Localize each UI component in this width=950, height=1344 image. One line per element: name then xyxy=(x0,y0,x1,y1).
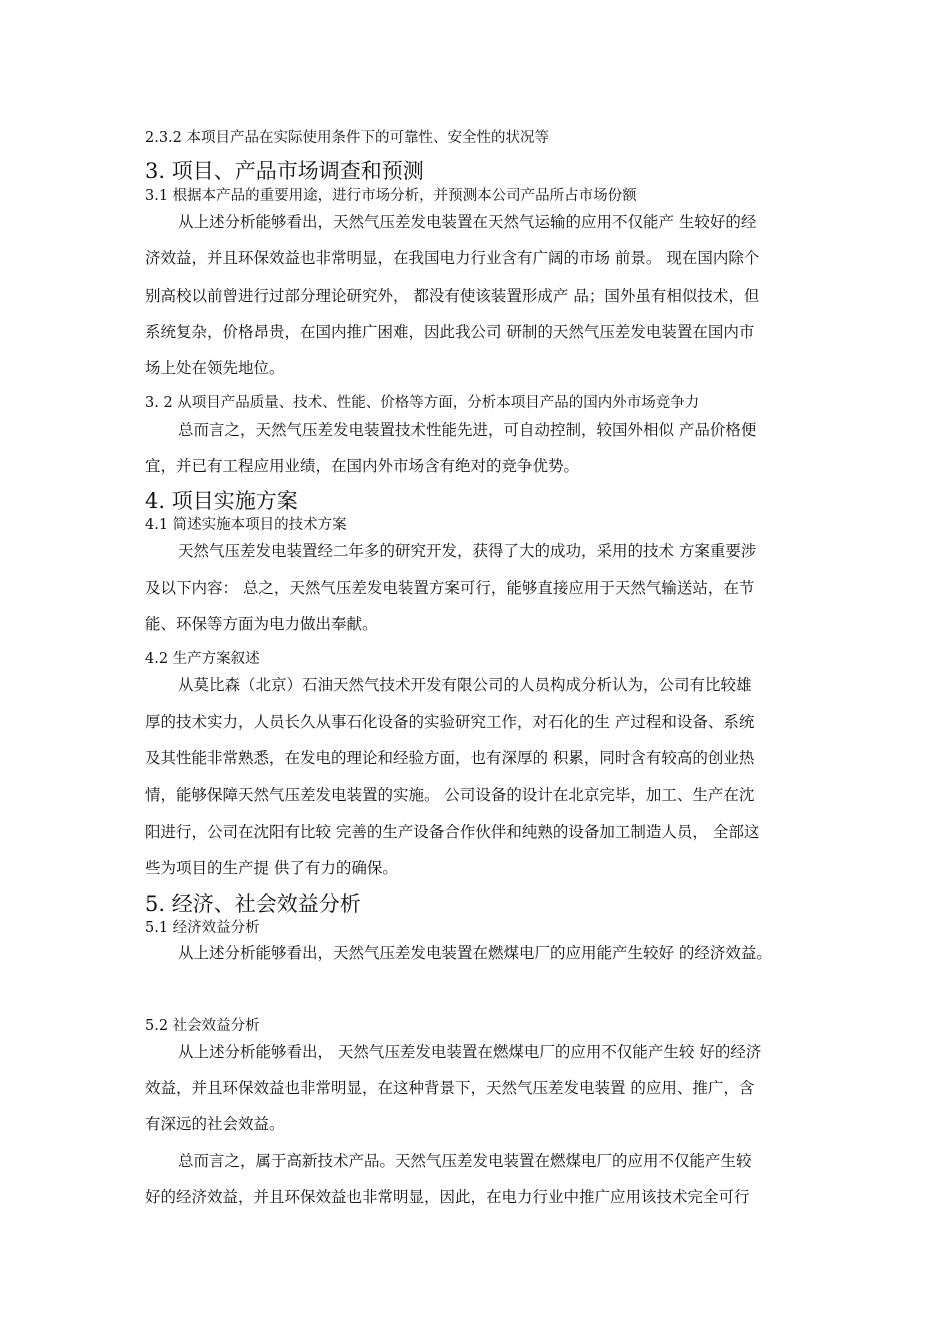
para-3-1-line-5: 场上处在领先地位。 xyxy=(145,359,285,377)
para-3-1-line-3: 别高校以前曾进行过部分理论研究外， 都没有使该装置形成产 品；国外虽有相似技术，但 xyxy=(145,287,760,305)
para-5-2-line-1: 从上述分析能够看出， 天然气压差发电装置在燃煤电厂的应用不仅能产生较 好的经济 xyxy=(178,1043,762,1061)
para-4-1-line-3: 能、环保等方面为电力做出奉献。 xyxy=(145,615,378,633)
para-4-2-line-5: 阳进行，公司在沈阳有比较 完善的生产设备合作伙伴和纯熟的设备加工制造人员， 全部这 xyxy=(145,823,760,841)
subsection-3-2: 3. 2 从项目产品质量、技术、性能、价格等方面，分析本项目产品的国内外市场竞争力 xyxy=(145,395,700,411)
para-4-2-line-1: 从莫比森（北京）石油天然气技术开发有限公司的人员构成分析认为，公司有比较雄 xyxy=(178,676,752,694)
para-5-1-line-1: 从上述分析能够看出，天然气压差发电装置在燃煤电厂的应用能产生较好 的经济效益。 xyxy=(178,944,772,962)
subsection-5-2: 5.2 社会效益分析 xyxy=(145,1018,260,1034)
para-5-2b-line-1: 总而言之，属于高新技术产品。天然气压差发电装置在燃煤电厂的应用不仅能产生较 xyxy=(178,1152,752,1170)
subsection-3-1: 3.1 根据本产品的重要用途，进行市场分析，并预测本公司产品所占市场份额 xyxy=(145,188,637,204)
para-4-1-line-1: 天然气压差发电装置经二年多的研究开发，获得了大的成功，采用的技术 方案重要涉 xyxy=(178,542,757,560)
para-4-1-line-2: 及以下内容： 总之，天然气压差发电装置方案可行，能够直接应用于天然气输送站，在节 xyxy=(145,579,755,597)
para-4-2-line-3: 及其性能非常熟悉，在发电的理论和经验方面，也有深厚的 积累，同时含有较高的创业热 xyxy=(145,749,755,767)
heading-5: 5. 经济、社会效益分析 xyxy=(145,892,361,916)
para-4-2-line-4: 情，能够保障天然气压差发电装置的实施。 公司设备的设计在北京完毕，加工、生产在沈 xyxy=(145,786,755,804)
heading-4: 4. 项目实施方案 xyxy=(145,489,298,513)
subsection-5-1: 5.1 经济效益分析 xyxy=(145,920,260,936)
para-3-1-line-4: 系统复杂，价格昂贵，在国内推广困难，因此我公司 研制的天然气压差发电装置在国内市 xyxy=(145,323,755,341)
para-4-2-line-6: 些为项目的生产提 供了有力的确保。 xyxy=(145,859,398,877)
subsection-4-1: 4.1 简述实施本项目的技术方案 xyxy=(145,517,347,533)
subsection-2-3-2: 2.3.2 本项目产品在实际使用条件下的可靠性、安全性的状况等 xyxy=(145,130,550,146)
subsection-4-2: 4.2 生产方案叙述 xyxy=(145,651,260,667)
para-3-2-line-1: 总而言之，天然气压差发电装置技术性能先进，可自动控制，较国外相似 产品价格便 xyxy=(178,421,757,439)
para-3-2-line-2: 宜，并已有工程应用业绩，在国内外市场含有绝对的竞争优势。 xyxy=(145,457,580,475)
para-3-1-line-2: 济效益，并且环保效益也非常明显，在我国电力行业含有广阔的市场 前景。 现在国内除个 xyxy=(145,249,760,267)
heading-3: 3. 项目、产品市场调查和预测 xyxy=(145,159,424,183)
para-5-2-line-3: 有深远的社会效益。 xyxy=(145,1115,285,1133)
para-5-2b-line-2: 好的经济效益，并且环保效益也非常明显，因此，在电力行业中推广应用该技术完全可行 xyxy=(145,1188,750,1206)
para-4-2-line-2: 厚的技术实力，人员长久从事石化设备的实验研究工作，对石化的生 产过程和设备、系统 xyxy=(145,713,755,731)
para-3-1-line-1: 从上述分析能够看出，天然气压差发电装置在天然气运输的应用不仅能产 生较好的经 xyxy=(178,213,757,231)
para-5-2-line-2: 效益，并且环保效益也非常明显，在这种背景下，天然气压差发电装置 的应用、推广，含 xyxy=(145,1079,755,1097)
